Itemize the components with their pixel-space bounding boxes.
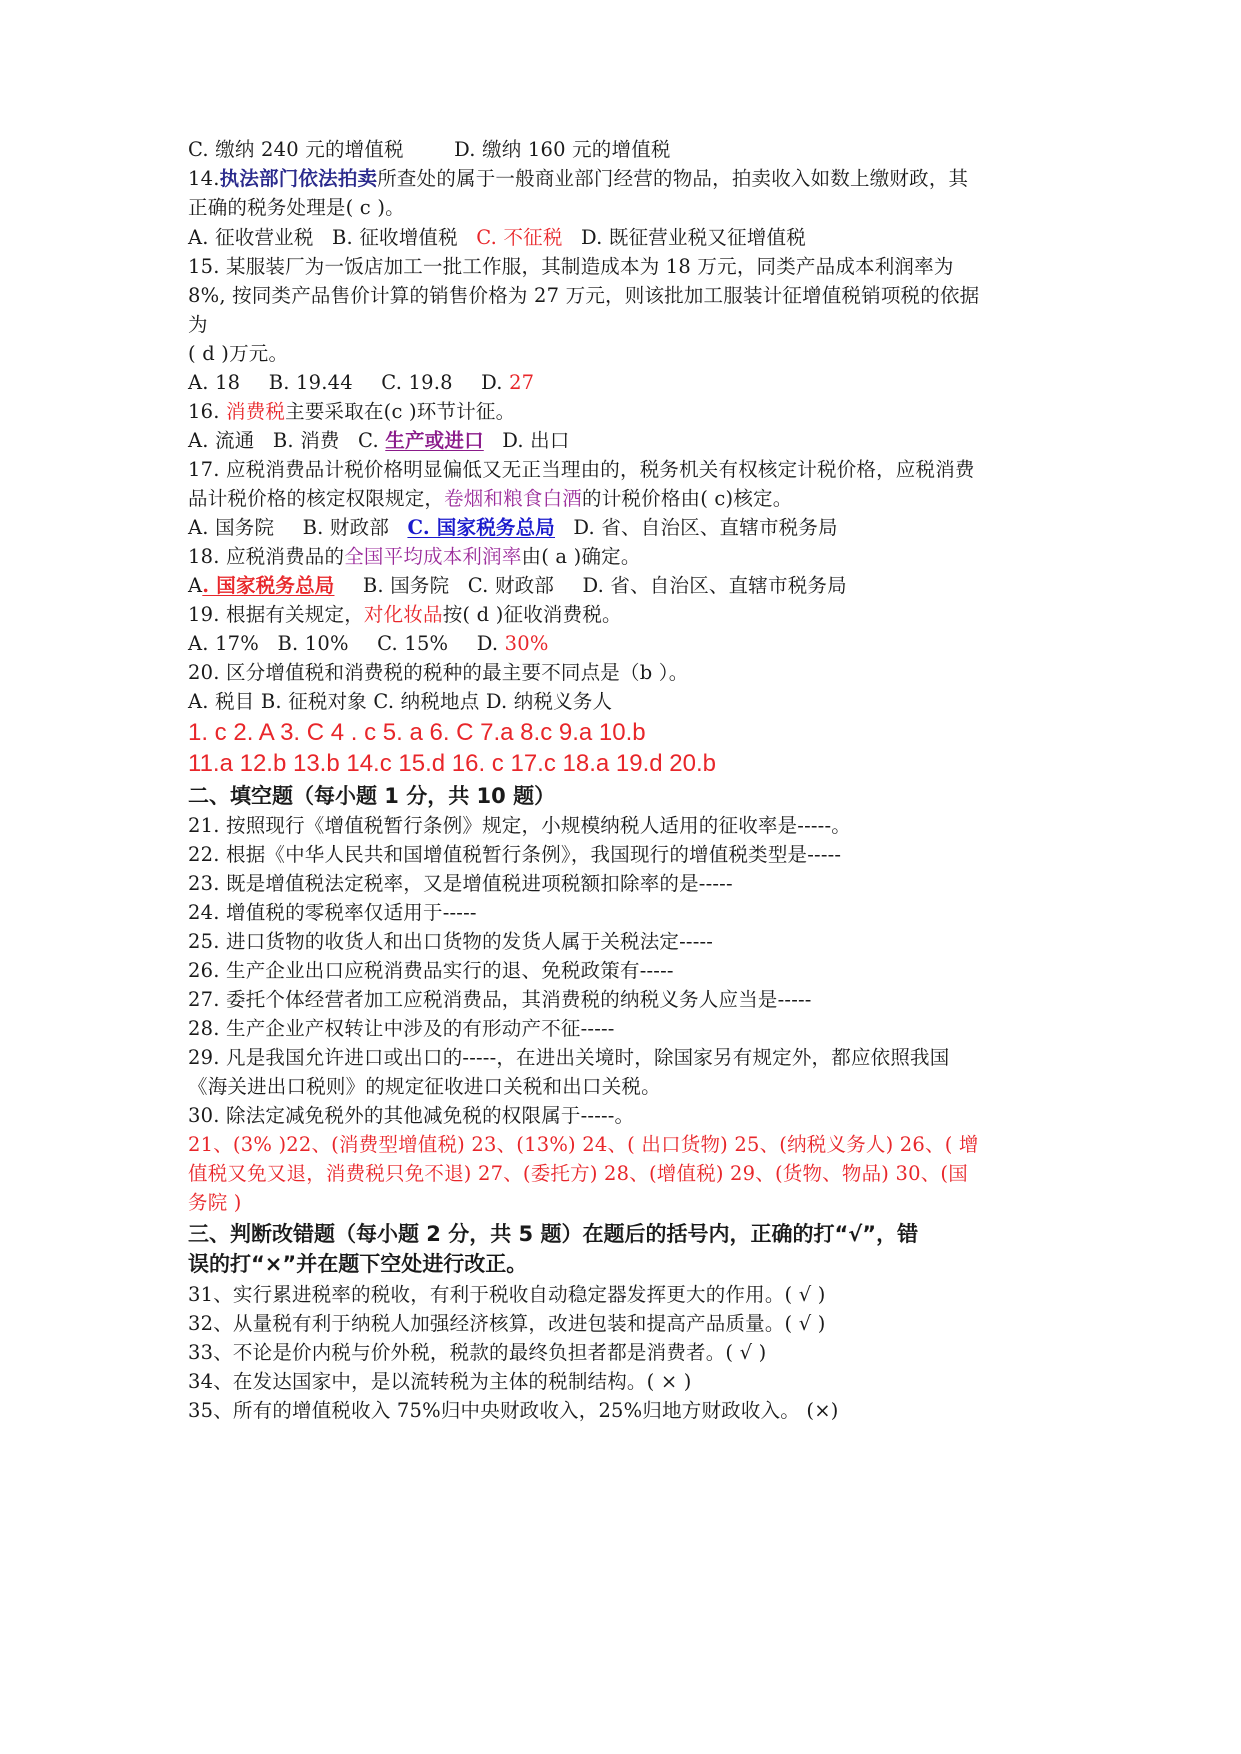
- q19-highlight: 对化妆品: [363, 603, 443, 626]
- q19-line: [188, 599, 622, 631]
- q18-options-line: [188, 570, 847, 602]
- q16-options-line: [188, 425, 570, 457]
- q14-options-line: [188, 222, 806, 254]
- q17-option-b: B. 财政部: [302, 516, 390, 539]
- q19-option-c: C. 15%: [377, 632, 449, 655]
- q35-line: 35、所有的增值税收入 75%归中央财政收入，25%归地方财政收入。 (×): [188, 1399, 839, 1422]
- q14-option-a: A. 征收营业税: [188, 226, 314, 249]
- section-2-answers-2: 值税又免又退，消费税只免不退) 27、(委托方) 28、(增值税) 29、(货物、物品) 30、(国: [188, 1162, 968, 1185]
- q15-option-b: B. 19.44: [268, 371, 353, 394]
- q14-number: 14.: [188, 167, 220, 190]
- q17-option-c: C. 国家税务总局: [407, 516, 555, 539]
- q16-line: [188, 396, 515, 428]
- section-2-answers-1: 21、(3% )22、(消费型增值税) 23、(13%) 24、( 出口货物) 25、(纳税义务人) 26、( 增: [188, 1133, 979, 1156]
- q16-option-d: D. 出口: [502, 429, 570, 452]
- section-2-answers-3: 务院 ): [188, 1191, 242, 1214]
- q16-option-c-value: 生产或进口: [385, 429, 484, 452]
- q17-text-post: 的计税价格由( c)核定。: [582, 487, 793, 510]
- q17-option-d: D. 省、自治区、直辖市税务局: [573, 516, 838, 539]
- q16-highlight: 消费税: [226, 400, 286, 423]
- q19-options-line: [188, 628, 549, 660]
- q14-option-d: D. 既征营业税又征增值税: [580, 226, 806, 249]
- q30-line: 30. 除法定减免税外的其他减免税的权限属于-----。: [188, 1104, 635, 1127]
- q20-line: 20. 区分增值税和消费税的税种的最主要不同点是（b ）。: [188, 661, 689, 684]
- q22-line: 22. 根据《中华人民共和国增值税暂行条例》，我国现行的增值税类型是-----: [188, 843, 842, 866]
- q17-option-a: A. 国务院: [188, 516, 275, 539]
- q14-line-1: [188, 163, 968, 195]
- q19-option-d-value: 30%: [504, 632, 549, 655]
- section-3-heading-1: 三、判断改错题（每小题 2 分，共 5 题）在题后的括号内，正确的打“√”，错: [188, 1222, 919, 1246]
- q14-option-c: C. 不征税: [476, 226, 563, 249]
- q16-option-b: B. 消费: [272, 429, 340, 452]
- q19-option-d-label: D.: [476, 632, 499, 655]
- q14-line-2: 正确的税务处理是( c )。: [188, 196, 405, 219]
- q15-options-line: [188, 367, 534, 399]
- q18-text-pre: 18. 应税消费品的: [188, 545, 345, 568]
- q14-text: 所查处的属于一般商业部门经营的物品，拍卖收入如数上缴财政，其: [377, 167, 969, 190]
- q19-text-pre: 19. 根据有关规定，: [188, 603, 364, 626]
- answer-key-1: 1. c 2. A 3. C 4 . c 5. a 6. C 7.a 8.c 9.a 10.b: [188, 719, 646, 746]
- q15-option-a: A. 18: [188, 371, 241, 394]
- q15-line-4: ( d )万元。: [188, 342, 289, 365]
- q15-line-3: 为: [188, 313, 208, 336]
- q18-option-a-value: . 国家税务总局: [202, 574, 335, 597]
- q14-option-b: B. 征收增值税: [332, 226, 458, 249]
- q25-line: 25. 进口货物的收货人和出口货物的发货人属于关税法定-----: [188, 930, 714, 953]
- q18-line: [188, 541, 641, 573]
- q19-option-a: A. 17%: [188, 632, 260, 655]
- q15-option-c: C. 19.8: [381, 371, 453, 394]
- q13-options-line: [188, 134, 671, 166]
- q17-line-1: 17. 应税消费品计税价格明显偏低又无正当理由的，税务机关有权核定计税价格，应税消费: [188, 458, 975, 481]
- q15-option-d-label: D.: [481, 371, 503, 394]
- q27-line: 27. 委托个体经营者加工应税消费品，其消费税的纳税义务人应当是-----: [188, 988, 812, 1011]
- q29-line-1: 29. 凡是我国允许进口或出口的-----，在进出关境时，除国家另有规定外，都应依照我国: [188, 1046, 950, 1069]
- q31-line: 31、实行累进税率的税收，有利于税收自动稳定器发挥更大的作用。( √ ): [188, 1283, 826, 1306]
- q13-option-d: D. 缴纳 160 元的增值税: [454, 138, 671, 161]
- q19-text-post: 按( d )征收消费税。: [442, 603, 622, 626]
- q16-option-c-label: C.: [358, 429, 379, 452]
- q15-line-2: 8%, 按同类产品售价计算的销售价格为 27 万元，则该批加工服装计征增值税销项税的依据: [188, 284, 980, 307]
- q17-highlight: 卷烟和粮食白酒: [444, 487, 583, 510]
- q15-line-1: 15. 某服装厂为一饭店加工一批工作服，其制造成本为 18 万元，同类产品成本利润率为: [188, 255, 954, 278]
- q18-option-c: C. 财政部: [467, 574, 555, 597]
- q18-option-d: D. 省、自治区、直辖市税务局: [582, 574, 847, 597]
- q32-line: 32、从量税有利于纳税人加强经济核算，改进包装和提高产品质量。( √ ): [188, 1312, 826, 1335]
- q33-line: 33、不论是价内税与价外税，税款的最终负担者都是消费者。( √ ): [188, 1341, 767, 1364]
- q26-line: 26. 生产企业出口应税消费品实行的退、免税政策有-----: [188, 959, 674, 982]
- q28-line: 28. 生产企业产权转让中涉及的有形动产不征-----: [188, 1017, 615, 1040]
- q23-line: 23. 既是增值税法定税率，又是增值税进项税额扣除率的是-----: [188, 872, 733, 895]
- q19-option-b: B. 10%: [277, 632, 349, 655]
- q34-line: 34、在发达国家中，是以流转税为主体的税制结构。( × ): [188, 1370, 692, 1393]
- q17-options-line: [188, 512, 838, 544]
- q24-line: 24. 增值税的零税率仅适用于-----: [188, 901, 477, 924]
- section-3-heading-2: 误的打“×”并在题下空处进行改正。: [188, 1252, 528, 1276]
- q21-line: 21. 按照现行《增值税暂行条例》规定，小规模纳税人适用的征收率是-----。: [188, 814, 851, 837]
- q14-highlight: 执法部门依法拍卖: [219, 167, 378, 190]
- q18-option-a-label: A: [188, 574, 203, 597]
- q18-text-post: 由( a )确定。: [521, 545, 641, 568]
- q16-text: 主要采取在(c )环节计征。: [285, 400, 516, 423]
- q15-option-d-value: 27: [509, 371, 535, 394]
- q29-line-2: 《海关进出口税则》的规定征收进口关税和出口关税。: [188, 1075, 661, 1098]
- q20-options-line: A. 税目 B. 征税对象 C. 纳税地点 D. 纳税义务人: [188, 690, 613, 713]
- section-2-heading: 二、填空题（每小题 1 分，共 10 题）: [188, 784, 556, 808]
- answer-key-2: 11.a 12.b 13.b 14.c 15.d 16. c 17.c 18.a 19.d 20.b: [188, 750, 716, 777]
- q17-line-2: [188, 483, 792, 515]
- q18-highlight: 全国平均成本利润率: [344, 545, 522, 568]
- q16-option-a: A. 流通: [188, 429, 255, 452]
- q17-text-pre: 品计税价格的核定权限规定，: [188, 487, 445, 510]
- q16-number: 16.: [188, 400, 220, 423]
- q18-option-b: B. 国务院: [362, 574, 450, 597]
- q13-option-c: C. 缴纳 240 元的增值税: [188, 138, 404, 161]
